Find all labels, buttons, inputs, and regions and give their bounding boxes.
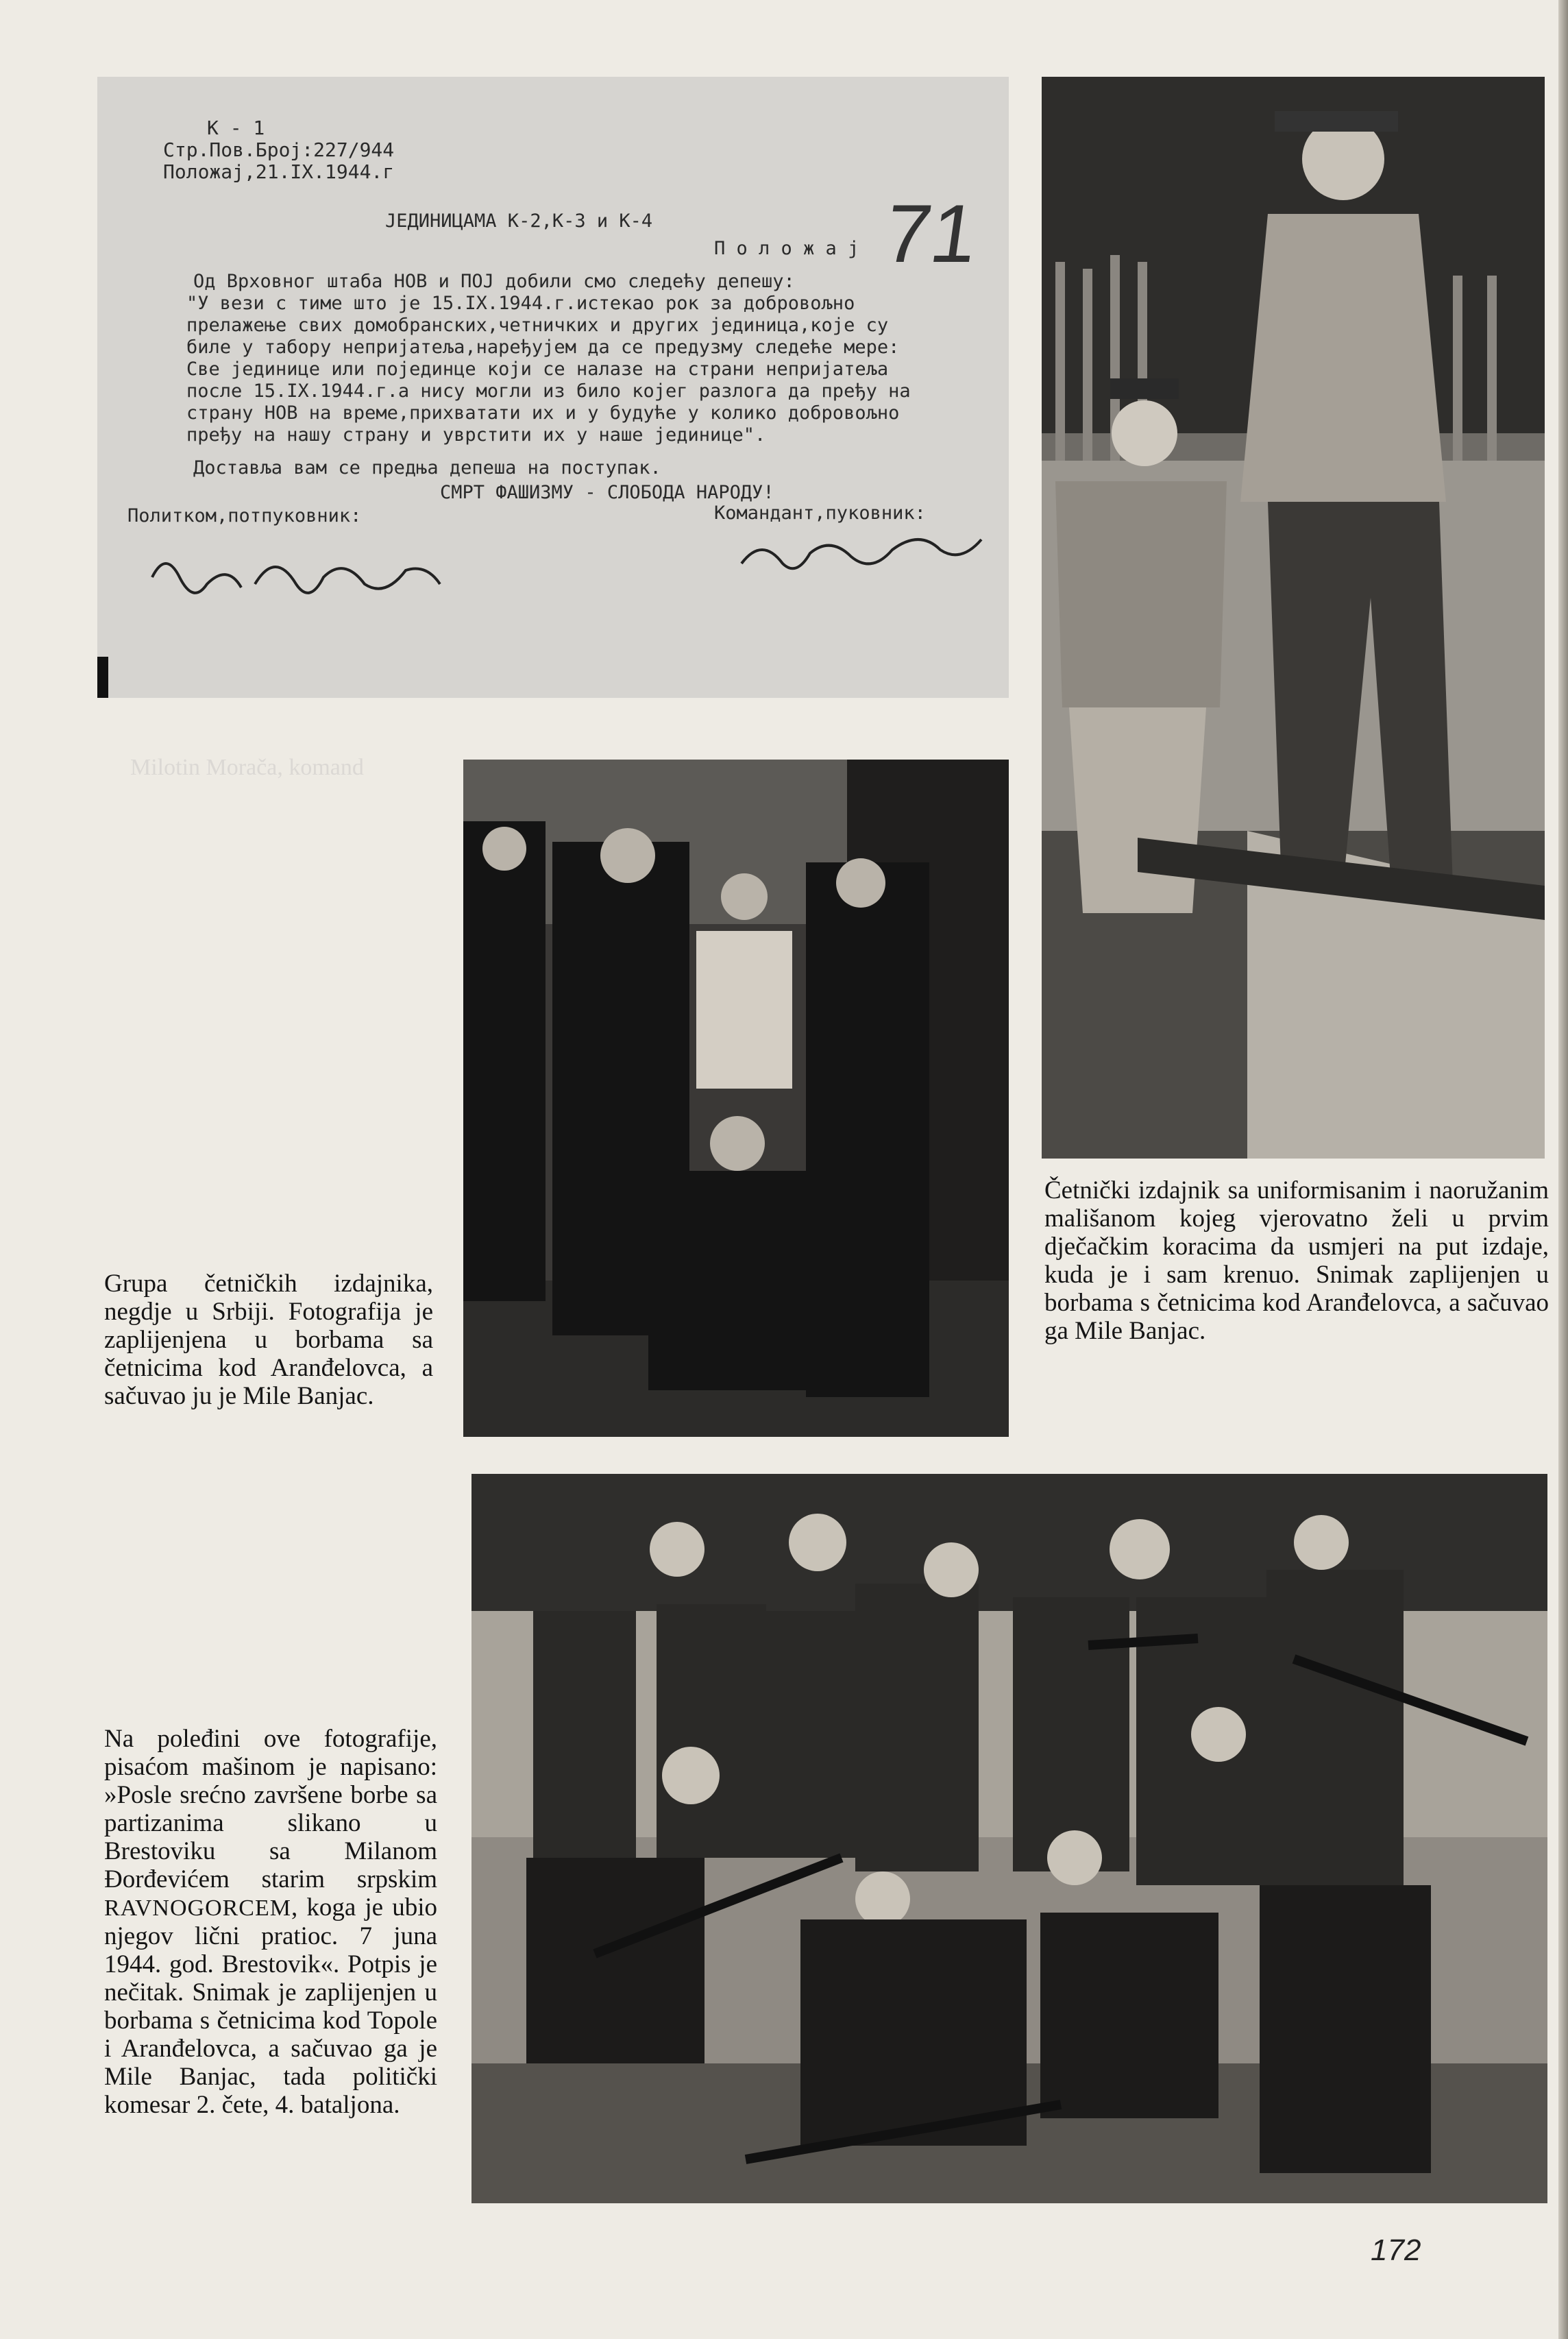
doc-body-line: Од Врховног штаба НОВ и ПОЈ добили смо следећу депешу: bbox=[193, 271, 795, 292]
doc-to-units: ЈЕДИНИЦАМА К-2,К-3 и К-4 bbox=[385, 210, 653, 232]
bleed-through-text: Milotin Morača, komand bbox=[130, 755, 364, 780]
caption-armed-group-photo bbox=[104, 1725, 437, 2119]
photo-man-with-boy bbox=[1042, 77, 1545, 1159]
doc-header-line3: Положај,21.IX.1944.г bbox=[163, 160, 395, 183]
doc-slogan: СМРТ ФАШИЗМУ - СЛОБОДА НАРОДУ! bbox=[440, 482, 774, 503]
doc-body-line: прелажење свих домобранских,четничких и других јединица,које су bbox=[186, 315, 889, 336]
doc-body-line: биле у табору непријатеља,наређујем да се предузму следеће мере: bbox=[186, 337, 900, 358]
caption-boy-photo bbox=[1044, 1176, 1549, 1345]
doc-closing-line: Доставља вам се предња депеша на поступак. bbox=[193, 457, 661, 478]
doc-corner-mark bbox=[97, 657, 108, 698]
caption-caps-word: RAVNOGORCEM bbox=[104, 1895, 291, 1921]
doc-body-line: "У вези с тиме што је 15.IX.1944.г.истекао рок за добровољно bbox=[186, 293, 855, 314]
doc-body-line: страну НОВ на време,прихватати их и у будуће у колико добровољно bbox=[186, 402, 900, 424]
photo-group-of-chetniks bbox=[463, 760, 1009, 1437]
caption-part1: Na poleđini ove fotografije, pisaćom mašinom je napisano: »Posle srećno završene borbe sa partizanima slikano u Brestoviku sa Milanom Đorđevićem starim srpskim bbox=[104, 1725, 437, 1893]
page-number: 172 bbox=[1371, 2233, 1421, 2267]
doc-left-title: Политком,потпуковник: bbox=[127, 505, 362, 526]
caption-part2: , koga je ubio njegov lični pratioc. 7 juna 1944. god. Brestovik«. Potpis je nečitak. Snimak je zaplijenjen u borbama s četnicima kod Topole i Aranđelovca, a sačuvao ga je Mile Banjac, tada politički komesar 2. čete, 4. bataljona. bbox=[104, 1893, 437, 2119]
caption-group-photo bbox=[104, 1270, 433, 1410]
photo-armed-group-brestovik bbox=[471, 1474, 1547, 2203]
caption-group-photo-text: Grupa četničkih izdajnika, negdje u Srbiji. Fotografija je zaplijenjena u borbama sa četnicima kod Aranđelovca, a sačuvao ju je Mile Banjac. bbox=[104, 1270, 433, 1410]
doc-header-line1: К - 1 bbox=[207, 117, 265, 139]
doc-body-line: Све јединице или појединце који се налазе на страни непријатеља bbox=[186, 359, 889, 380]
signature-right bbox=[735, 522, 995, 598]
doc-place: П о л о ж а ј bbox=[714, 238, 859, 259]
page-spine-shadow bbox=[1558, 0, 1568, 2339]
doc-right-title: Командант,пуковник: bbox=[714, 502, 926, 524]
caption-armed-group-photo-text bbox=[104, 1725, 437, 2119]
doc-body-line: после 15.IX.1944.г.а нису могли из било којег разлога да пређу на bbox=[186, 380, 911, 402]
doc-handwritten-number: 71 bbox=[879, 188, 983, 280]
typed-document-photo bbox=[97, 77, 1009, 698]
doc-header-line2: Стр.Пов.Број:227/944 bbox=[163, 138, 395, 161]
caption-boy-photo-text: Četnički izdajnik sa uniformisanim i naoružanim mališanom kojeg vjerovatno želi u prvim dječačkim koracima da usmjeri na put izdaje, kuda je i sam krenuo. Snimak zaplijenjen u borbama s četnicima kod Aranđelovca, a sačuvao ga Mile Banjac. bbox=[1044, 1176, 1549, 1345]
doc-body-line: пређу на нашу страну и уврстити их у наше јединице". bbox=[186, 424, 766, 446]
signature-left bbox=[138, 536, 522, 618]
